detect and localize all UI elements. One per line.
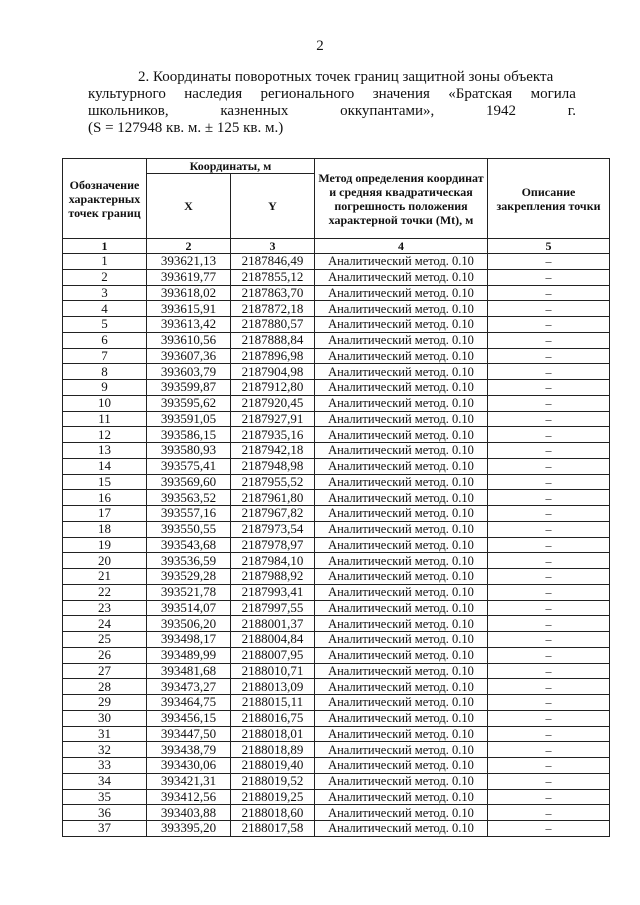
method-cell: Аналитический метод. 0.10 xyxy=(315,663,488,679)
y-coordinate-cell: 2188018,89 xyxy=(231,742,315,758)
method-cell: Аналитический метод. 0.10 xyxy=(315,679,488,695)
heading-word: могила xyxy=(530,86,576,102)
heading-word: г. xyxy=(567,103,576,119)
header-y: Y xyxy=(231,174,315,239)
page-number: 2 xyxy=(316,38,324,54)
description-cell: – xyxy=(488,821,610,837)
point-number-cell: 30 xyxy=(63,710,147,726)
table-row xyxy=(63,490,610,506)
method-cell: Аналитический метод. 0.10 xyxy=(315,647,488,663)
y-coordinate-cell: 2187955,52 xyxy=(231,474,315,490)
method-cell: Аналитический метод. 0.10 xyxy=(315,773,488,789)
y-coordinate-cell: 2188019,40 xyxy=(231,758,315,774)
method-cell: Аналитический метод. 0.10 xyxy=(315,317,488,333)
description-cell: – xyxy=(488,364,610,380)
method-cell: Аналитический метод. 0.10 xyxy=(315,553,488,569)
method-cell: Аналитический метод. 0.10 xyxy=(315,332,488,348)
method-cell: Аналитический метод. 0.10 xyxy=(315,758,488,774)
x-coordinate-cell: 393563,52 xyxy=(147,490,231,506)
x-coordinate-cell: 393599,87 xyxy=(147,380,231,396)
section-heading xyxy=(88,69,576,137)
description-cell: – xyxy=(488,458,610,474)
y-coordinate-cell: 2188018,01 xyxy=(231,726,315,742)
description-cell: – xyxy=(488,805,610,821)
description-cell: – xyxy=(488,490,610,506)
description-cell: – xyxy=(488,474,610,490)
heading-line xyxy=(88,103,576,120)
description-cell: – xyxy=(488,679,610,695)
point-number-cell: 37 xyxy=(63,821,147,837)
method-cell: Аналитический метод. 0.10 xyxy=(315,254,488,270)
method-cell: Аналитический метод. 0.10 xyxy=(315,742,488,758)
point-number-cell: 9 xyxy=(63,380,147,396)
y-coordinate-cell: 2188017,58 xyxy=(231,821,315,837)
heading-word: оккупантами», xyxy=(340,103,435,119)
method-cell: Аналитический метод. 0.10 xyxy=(315,695,488,711)
description-cell: – xyxy=(488,553,610,569)
x-coordinate-cell: 393514,07 xyxy=(147,600,231,616)
x-coordinate-cell: 393529,28 xyxy=(147,569,231,585)
method-cell: Аналитический метод. 0.10 xyxy=(315,380,488,396)
table-row xyxy=(63,443,610,459)
method-cell: Аналитический метод. 0.10 xyxy=(315,348,488,364)
table-row xyxy=(63,758,610,774)
point-number-cell: 24 xyxy=(63,616,147,632)
y-coordinate-cell: 2188010,71 xyxy=(231,663,315,679)
description-cell: – xyxy=(488,789,610,805)
point-number-cell: 5 xyxy=(63,317,147,333)
coordinates-table xyxy=(62,158,610,837)
table-row xyxy=(63,506,610,522)
description-cell: – xyxy=(488,600,610,616)
table-row xyxy=(63,663,610,679)
y-coordinate-cell: 2188018,60 xyxy=(231,805,315,821)
point-number-cell: 8 xyxy=(63,364,147,380)
table-row xyxy=(63,317,610,333)
table-row xyxy=(63,332,610,348)
method-cell: Аналитический метод. 0.10 xyxy=(315,490,488,506)
x-coordinate-cell: 393619,77 xyxy=(147,269,231,285)
header-method xyxy=(315,159,488,239)
description-cell: – xyxy=(488,632,610,648)
y-coordinate-cell: 2188004,84 xyxy=(231,632,315,648)
point-number-cell: 17 xyxy=(63,506,147,522)
table-row xyxy=(63,411,610,427)
method-cell: Аналитический метод. 0.10 xyxy=(315,710,488,726)
description-cell: – xyxy=(488,411,610,427)
x-coordinate-cell: 393621,13 xyxy=(147,254,231,270)
x-coordinate-cell: 393421,31 xyxy=(147,773,231,789)
heading-word: наследия xyxy=(184,86,243,102)
method-cell: Аналитический метод. 0.10 xyxy=(315,632,488,648)
method-cell: Аналитический метод. 0.10 xyxy=(315,600,488,616)
x-coordinate-cell: 393473,27 xyxy=(147,679,231,695)
heading-word: (S = 127948 кв. м. ± 125 кв. м.) xyxy=(88,120,284,136)
description-cell: – xyxy=(488,710,610,726)
method-cell: Аналитический метод. 0.10 xyxy=(315,427,488,443)
method-cell: Аналитический метод. 0.10 xyxy=(315,616,488,632)
y-coordinate-cell: 2188019,52 xyxy=(231,773,315,789)
point-number-cell: 22 xyxy=(63,584,147,600)
x-coordinate-cell: 393456,15 xyxy=(147,710,231,726)
y-coordinate-cell: 2187896,98 xyxy=(231,348,315,364)
point-number-cell: 32 xyxy=(63,742,147,758)
x-coordinate-cell: 393506,20 xyxy=(147,616,231,632)
x-coordinate-cell: 393613,42 xyxy=(147,317,231,333)
x-coordinate-cell: 393536,59 xyxy=(147,553,231,569)
point-number-cell: 6 xyxy=(63,332,147,348)
x-coordinate-cell: 393557,16 xyxy=(147,506,231,522)
point-number-cell: 27 xyxy=(63,663,147,679)
x-coordinate-cell: 393586,15 xyxy=(147,427,231,443)
description-cell: – xyxy=(488,285,610,301)
y-coordinate-cell: 2187993,41 xyxy=(231,584,315,600)
x-coordinate-cell: 393447,50 xyxy=(147,726,231,742)
point-number-cell: 25 xyxy=(63,632,147,648)
table-row xyxy=(63,569,610,585)
point-number-cell: 31 xyxy=(63,726,147,742)
y-coordinate-cell: 2187863,70 xyxy=(231,285,315,301)
point-number-cell: 12 xyxy=(63,427,147,443)
description-cell: – xyxy=(488,380,610,396)
description-cell: – xyxy=(488,301,610,317)
description-cell: – xyxy=(488,395,610,411)
x-coordinate-cell: 393464,75 xyxy=(147,695,231,711)
y-coordinate-cell: 2188013,09 xyxy=(231,679,315,695)
point-number-cell: 18 xyxy=(63,521,147,537)
method-cell: Аналитический метод. 0.10 xyxy=(315,458,488,474)
table-body xyxy=(63,254,610,837)
description-cell: – xyxy=(488,742,610,758)
table-row xyxy=(63,584,610,600)
x-coordinate-cell: 393618,02 xyxy=(147,285,231,301)
method-cell: Аналитический метод. 0.10 xyxy=(315,301,488,317)
table-row xyxy=(63,773,610,789)
column-number-1: 1 xyxy=(63,239,147,254)
column-number-4: 4 xyxy=(315,239,488,254)
y-coordinate-cell: 2187904,98 xyxy=(231,364,315,380)
y-coordinate-cell: 2187855,12 xyxy=(231,269,315,285)
x-coordinate-cell: 393403,88 xyxy=(147,805,231,821)
table-row xyxy=(63,348,610,364)
description-cell: – xyxy=(488,616,610,632)
x-coordinate-cell: 393498,17 xyxy=(147,632,231,648)
description-cell: – xyxy=(488,317,610,333)
description-cell: – xyxy=(488,443,610,459)
heading-word: 2. Координаты поворотных точек границ защитной зоны объекта xyxy=(138,69,554,85)
description-cell: – xyxy=(488,332,610,348)
x-coordinate-cell: 393430,06 xyxy=(147,758,231,774)
x-coordinate-cell: 393550,55 xyxy=(147,521,231,537)
x-coordinate-cell: 393580,93 xyxy=(147,443,231,459)
point-number-cell: 21 xyxy=(63,569,147,585)
y-coordinate-cell: 2187880,57 xyxy=(231,317,315,333)
table-row xyxy=(63,805,610,821)
method-cell: Аналитический метод. 0.10 xyxy=(315,569,488,585)
method-cell: Аналитический метод. 0.10 xyxy=(315,726,488,742)
point-number-cell: 28 xyxy=(63,679,147,695)
table-row xyxy=(63,742,610,758)
description-cell: – xyxy=(488,521,610,537)
heading-word: 1942 xyxy=(486,103,517,119)
header-x: X xyxy=(147,174,231,239)
point-number-cell: 11 xyxy=(63,411,147,427)
table-row xyxy=(63,474,610,490)
point-number-cell: 26 xyxy=(63,647,147,663)
table-row xyxy=(63,632,610,648)
method-cell: Аналитический метод. 0.10 xyxy=(315,537,488,553)
x-coordinate-cell: 393607,36 xyxy=(147,348,231,364)
point-number-cell: 13 xyxy=(63,443,147,459)
table-row xyxy=(63,695,610,711)
table-row xyxy=(63,821,610,837)
header-designation: Обозначение характерных точек границ xyxy=(63,159,147,239)
y-coordinate-cell: 2187888,84 xyxy=(231,332,315,348)
description-cell: – xyxy=(488,537,610,553)
description-cell: – xyxy=(488,348,610,364)
method-cell: Аналитический метод. 0.10 xyxy=(315,395,488,411)
method-cell: Аналитический метод. 0.10 xyxy=(315,364,488,380)
x-coordinate-cell: 393575,41 xyxy=(147,458,231,474)
y-coordinate-cell: 2187942,18 xyxy=(231,443,315,459)
y-coordinate-cell: 2187846,49 xyxy=(231,254,315,270)
description-cell: – xyxy=(488,726,610,742)
point-number-cell: 3 xyxy=(63,285,147,301)
table-row xyxy=(63,553,610,569)
y-coordinate-cell: 2187948,98 xyxy=(231,458,315,474)
y-coordinate-cell: 2188016,75 xyxy=(231,710,315,726)
table-row xyxy=(63,710,610,726)
point-number-cell: 7 xyxy=(63,348,147,364)
table-row xyxy=(63,726,610,742)
heading-word: регионального xyxy=(260,86,355,102)
description-cell: – xyxy=(488,773,610,789)
method-cell: Аналитический метод. 0.10 xyxy=(315,584,488,600)
x-coordinate-cell: 393543,68 xyxy=(147,537,231,553)
y-coordinate-cell: 2188019,25 xyxy=(231,789,315,805)
description-cell: – xyxy=(488,647,610,663)
table-row xyxy=(63,254,610,270)
table-row xyxy=(63,521,610,537)
header-method-text: Метод определения координат и средняя квадратическая погрешность положения характерной точки (Mt), м xyxy=(318,170,484,227)
point-number-cell: 29 xyxy=(63,695,147,711)
table-row xyxy=(63,364,610,380)
description-cell: – xyxy=(488,695,610,711)
table-row xyxy=(63,269,610,285)
y-coordinate-cell: 2187978,97 xyxy=(231,537,315,553)
column-number-5: 5 xyxy=(488,239,610,254)
y-coordinate-cell: 2187984,10 xyxy=(231,553,315,569)
description-cell: – xyxy=(488,269,610,285)
table-row xyxy=(63,285,610,301)
heading-line xyxy=(88,86,576,103)
header-coordinates: Координаты, м xyxy=(147,159,315,174)
method-cell: Аналитический метод. 0.10 xyxy=(315,821,488,837)
description-cell: – xyxy=(488,427,610,443)
x-coordinate-cell: 393521,78 xyxy=(147,584,231,600)
table-row xyxy=(63,600,610,616)
heading-line xyxy=(88,120,576,137)
method-cell: Аналитический метод. 0.10 xyxy=(315,506,488,522)
y-coordinate-cell: 2187912,80 xyxy=(231,380,315,396)
heading-word: школьников, xyxy=(88,103,169,119)
table-row xyxy=(63,679,610,695)
heading-word: «Братская xyxy=(448,86,513,102)
table-row xyxy=(63,380,610,396)
method-cell: Аналитический метод. 0.10 xyxy=(315,789,488,805)
x-coordinate-cell: 393610,56 xyxy=(147,332,231,348)
y-coordinate-cell: 2187927,91 xyxy=(231,411,315,427)
heading-line xyxy=(88,69,576,86)
method-cell: Аналитический метод. 0.10 xyxy=(315,411,488,427)
point-number-cell: 1 xyxy=(63,254,147,270)
y-coordinate-cell: 2187997,55 xyxy=(231,600,315,616)
method-cell: Аналитический метод. 0.10 xyxy=(315,474,488,490)
point-number-cell: 10 xyxy=(63,395,147,411)
table-row xyxy=(63,301,610,317)
y-coordinate-cell: 2187988,92 xyxy=(231,569,315,585)
x-coordinate-cell: 393395,20 xyxy=(147,821,231,837)
description-cell: – xyxy=(488,663,610,679)
description-cell: – xyxy=(488,758,610,774)
point-number-cell: 2 xyxy=(63,269,147,285)
column-number-2: 2 xyxy=(147,239,231,254)
point-number-cell: 35 xyxy=(63,789,147,805)
x-coordinate-cell: 393489,99 xyxy=(147,647,231,663)
y-coordinate-cell: 2188007,95 xyxy=(231,647,315,663)
x-coordinate-cell: 393412,56 xyxy=(147,789,231,805)
table-row xyxy=(63,789,610,805)
method-cell: Аналитический метод. 0.10 xyxy=(315,443,488,459)
heading-word: значения xyxy=(372,86,430,102)
method-cell: Аналитический метод. 0.10 xyxy=(315,285,488,301)
point-number-cell: 4 xyxy=(63,301,147,317)
table-row xyxy=(63,395,610,411)
y-coordinate-cell: 2187961,80 xyxy=(231,490,315,506)
heading-word: казненных xyxy=(220,103,289,119)
y-coordinate-cell: 2187973,54 xyxy=(231,521,315,537)
method-cell: Аналитический метод. 0.10 xyxy=(315,805,488,821)
x-coordinate-cell: 393481,68 xyxy=(147,663,231,679)
x-coordinate-cell: 393603,79 xyxy=(147,364,231,380)
point-number-cell: 36 xyxy=(63,805,147,821)
point-number-cell: 34 xyxy=(63,773,147,789)
table-row xyxy=(63,427,610,443)
point-number-cell: 14 xyxy=(63,458,147,474)
description-cell: – xyxy=(488,584,610,600)
header-description: Описание закрепления точки xyxy=(488,159,610,239)
description-cell: – xyxy=(488,506,610,522)
description-cell: – xyxy=(488,569,610,585)
table-row xyxy=(63,647,610,663)
method-cell: Аналитический метод. 0.10 xyxy=(315,521,488,537)
description-cell: – xyxy=(488,254,610,270)
column-number-3: 3 xyxy=(231,239,315,254)
point-number-cell: 20 xyxy=(63,553,147,569)
table-row xyxy=(63,537,610,553)
x-coordinate-cell: 393591,05 xyxy=(147,411,231,427)
y-coordinate-cell: 2187872,18 xyxy=(231,301,315,317)
x-coordinate-cell: 393438,79 xyxy=(147,742,231,758)
table-row xyxy=(63,616,610,632)
point-number-cell: 23 xyxy=(63,600,147,616)
point-number-cell: 15 xyxy=(63,474,147,490)
y-coordinate-cell: 2187920,45 xyxy=(231,395,315,411)
x-coordinate-cell: 393595,62 xyxy=(147,395,231,411)
x-coordinate-cell: 393615,91 xyxy=(147,301,231,317)
y-coordinate-cell: 2188015,11 xyxy=(231,695,315,711)
table-row xyxy=(63,458,610,474)
heading-word: культурного xyxy=(88,86,166,102)
point-number-cell: 16 xyxy=(63,490,147,506)
method-cell: Аналитический метод. 0.10 xyxy=(315,269,488,285)
point-number-cell: 19 xyxy=(63,537,147,553)
y-coordinate-cell: 2187935,16 xyxy=(231,427,315,443)
x-coordinate-cell: 393569,60 xyxy=(147,474,231,490)
y-coordinate-cell: 2188001,37 xyxy=(231,616,315,632)
y-coordinate-cell: 2187967,82 xyxy=(231,506,315,522)
point-number-cell: 33 xyxy=(63,758,147,774)
